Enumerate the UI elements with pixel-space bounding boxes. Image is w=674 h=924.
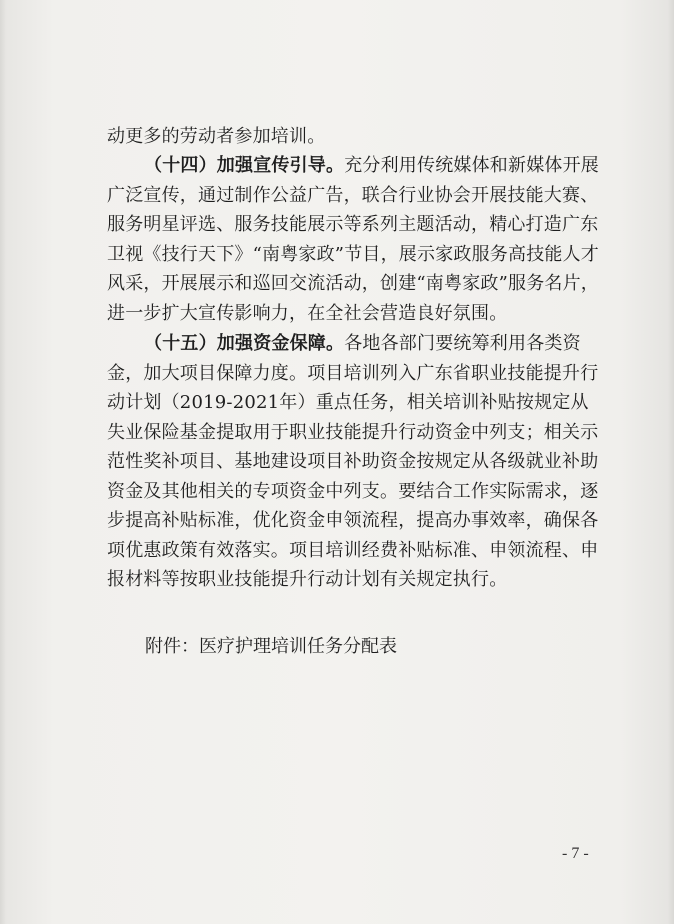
scan-edge-right bbox=[668, 0, 674, 924]
section-14-heading: （十四）加强宣传引导。 bbox=[144, 155, 345, 176]
attachment-line: 附件：医疗护理培训任务分配表 bbox=[145, 636, 397, 657]
section-15-heading: （十五）加强资金保障。 bbox=[144, 333, 345, 354]
section-15-body: 各地各部门要统筹利用各类资金，加大项目保障力度。项目培训列入广东省职业技能提升行动计划（2019-2021年）重点任务，相关培训补贴按规定从失业保险基金提取用于职业技能提升行动资金中列支；相关示范性奖补项目、基地建设项目补助资金按规定从各级就业补助资金及其他相关的专项资金中列支。要结合工作实际需求，逐步提高补贴标准，优化资金申领流程，提高办事效率，确保各项优惠政策有效落实。项目培训经费补贴标准、申领流程、申报材料等按职业技能提升行动计划有关规定执行。 bbox=[107, 333, 599, 590]
section-15-paragraph bbox=[107, 329, 599, 595]
scan-edge-left bbox=[0, 0, 6, 924]
page-number: - 7 - bbox=[562, 845, 589, 862]
section-14-body: 充分利用传统媒体和新媒体开展广泛宣传，通过制作公益广告，联合行业协会开展技能大赛、服务明星评选、服务技能展示等系列主题活动，精心打造广东卫视《技行天下》“南粤家政”节目，展示家政服务高技能人才风采，开展展示和巡回交流活动，创建“南粤家政”服务名片，进一步扩大宣传影响力，在全社会营造良好氛围。 bbox=[107, 155, 600, 324]
continuation-text: 动更多的劳动者参加培训。 bbox=[107, 126, 326, 147]
continuation-paragraph bbox=[107, 122, 599, 152]
section-14-paragraph bbox=[107, 151, 599, 328]
